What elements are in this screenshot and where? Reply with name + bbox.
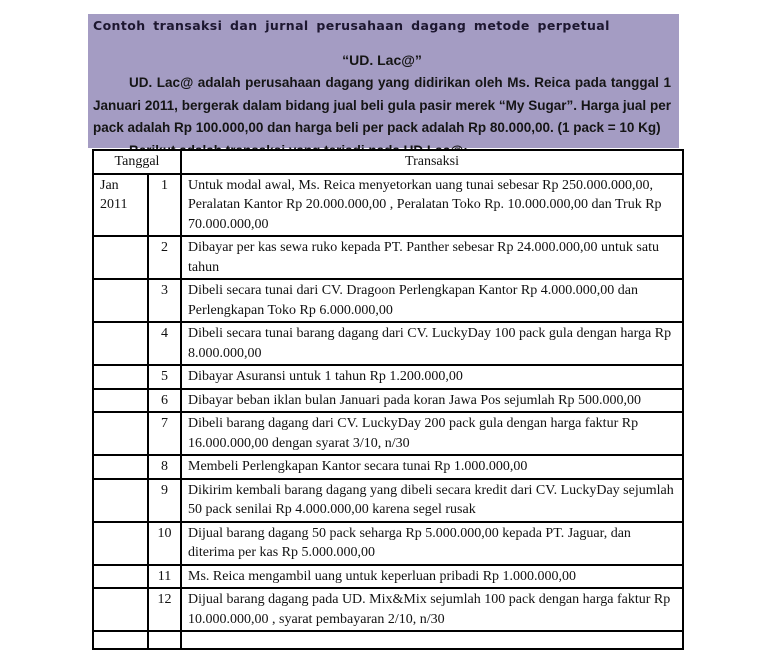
transaction-description: Dijual barang dagang pada UD. Mix&Mix sejumlah 100 pack dengan harga faktur Rp 10.000.000,00 , syarat pembayaran 2/10, n/30 bbox=[181, 588, 683, 631]
transaction-number: 6 bbox=[148, 389, 181, 413]
table-row bbox=[93, 565, 683, 589]
table-row bbox=[93, 479, 683, 522]
intro-box bbox=[88, 14, 679, 148]
header-tanggal: Tanggal bbox=[93, 150, 181, 174]
date-cell: Jan 2011 bbox=[93, 174, 148, 237]
table-row bbox=[93, 389, 683, 413]
transaction-number: 2 bbox=[148, 236, 181, 279]
table-row bbox=[93, 174, 683, 237]
date-cell bbox=[93, 389, 148, 413]
date-cell bbox=[93, 588, 148, 631]
transaction-description: Dibeli barang dagang dari CV. LuckyDay 200 pack gula dengan harga faktur Rp 16.000.000,00 dengan syarat 3/10, n/30 bbox=[181, 412, 683, 455]
document-title: Contoh transaksi dan jurnal perusahaan dagang metode perpetual bbox=[93, 18, 610, 33]
transaction-description: Dibayar beban iklan bulan Januari pada koran Jawa Pos sejumlah Rp 500.000,00 bbox=[181, 389, 683, 413]
table-header-row bbox=[93, 150, 683, 174]
transaction-description: Dibeli secara tunai dari CV. Dragoon Perlengkapan Kantor Rp 4.000.000,00 dan Perlengkapan Toko Rp 6.000.000,00 bbox=[181, 279, 683, 322]
transaction-number: 5 bbox=[148, 365, 181, 389]
date-cell bbox=[93, 236, 148, 279]
table-row bbox=[93, 365, 683, 389]
transaction-number: 3 bbox=[148, 279, 181, 322]
table-row bbox=[93, 522, 683, 565]
transaction-number: 12 bbox=[148, 588, 181, 631]
date-cell bbox=[93, 479, 148, 522]
transaction-description: Dikirim kembali barang dagang yang dibeli secara kredit dari CV. LuckyDay sejumlah 50 pack senilai Rp 4.000.000,00 karena segel rusak bbox=[181, 479, 683, 522]
transaction-description: Dijual barang dagang 50 pack seharga Rp 5.000.000,00 kepada PT. Jaguar, dan diterima per kas Rp 5.000.000,00 bbox=[181, 522, 683, 565]
table-row bbox=[93, 279, 683, 322]
transaction-number: 11 bbox=[148, 565, 181, 589]
transaction-number: 1 bbox=[148, 174, 181, 237]
transaction-description: Membeli Perlengkapan Kantor secara tunai Rp 1.000.000,00 bbox=[181, 455, 683, 479]
table-row bbox=[93, 236, 683, 279]
transaction-number: 8 bbox=[148, 455, 181, 479]
transaction-description: Dibeli secara tunai barang dagang dari CV. LuckyDay 100 pack gula dengan harga Rp 8.000.000,00 bbox=[181, 322, 683, 365]
intro-paragraph: UD. Lac@ adalah perusahaan dagang yang didirikan oleh Ms. Reica pada tanggal 1 Januari 2011, bergerak dalam bidang jual beli gula pasir merek “My Sugar”. Harga jual per pack adalah Rp 100.000,00 dan harga beli per pack adalah Rp 80.000,00. (1 pack = 10 Kg) bbox=[93, 75, 671, 135]
header-transaksi: Transaksi bbox=[181, 150, 683, 174]
table-row bbox=[93, 631, 683, 649]
transaction-number: 9 bbox=[148, 479, 181, 522]
transaction-description: Dibayar Asuransi untuk 1 tahun Rp 1.200.000,00 bbox=[181, 365, 683, 389]
date-cell bbox=[93, 565, 148, 589]
transaction-number: 7 bbox=[148, 412, 181, 455]
transaction-description bbox=[181, 631, 683, 649]
date-cell bbox=[93, 522, 148, 565]
company-name: “UD. Lac@” bbox=[342, 52, 422, 68]
date-cell bbox=[93, 631, 148, 649]
table-row bbox=[93, 412, 683, 455]
transaction-description: Dibayar per kas sewa ruko kepada PT. Panther sebesar Rp 24.000.000,00 untuk satu tahun bbox=[181, 236, 683, 279]
transactions-table bbox=[92, 149, 684, 650]
date-cell bbox=[93, 279, 148, 322]
table-row bbox=[93, 588, 683, 631]
table-row bbox=[93, 455, 683, 479]
transaction-description: Untuk modal awal, Ms. Reica menyetorkan uang tunai sebesar Rp 250.000.000,00, Peralatan Kantor Rp 20.000.000,00 , Peralatan Toko Rp. 10.000.000,00 dan Truk Rp 70.000.000,00 bbox=[181, 174, 683, 237]
transaction-description: Ms. Reica mengambil uang untuk keperluan pribadi Rp 1.000.000,00 bbox=[181, 565, 683, 589]
transaction-number bbox=[148, 631, 181, 649]
date-cell bbox=[93, 322, 148, 365]
date-cell bbox=[93, 412, 148, 455]
date-cell bbox=[93, 365, 148, 389]
table-row bbox=[93, 322, 683, 365]
transaction-number: 10 bbox=[148, 522, 181, 565]
transaction-number: 4 bbox=[148, 322, 181, 365]
date-cell bbox=[93, 455, 148, 479]
